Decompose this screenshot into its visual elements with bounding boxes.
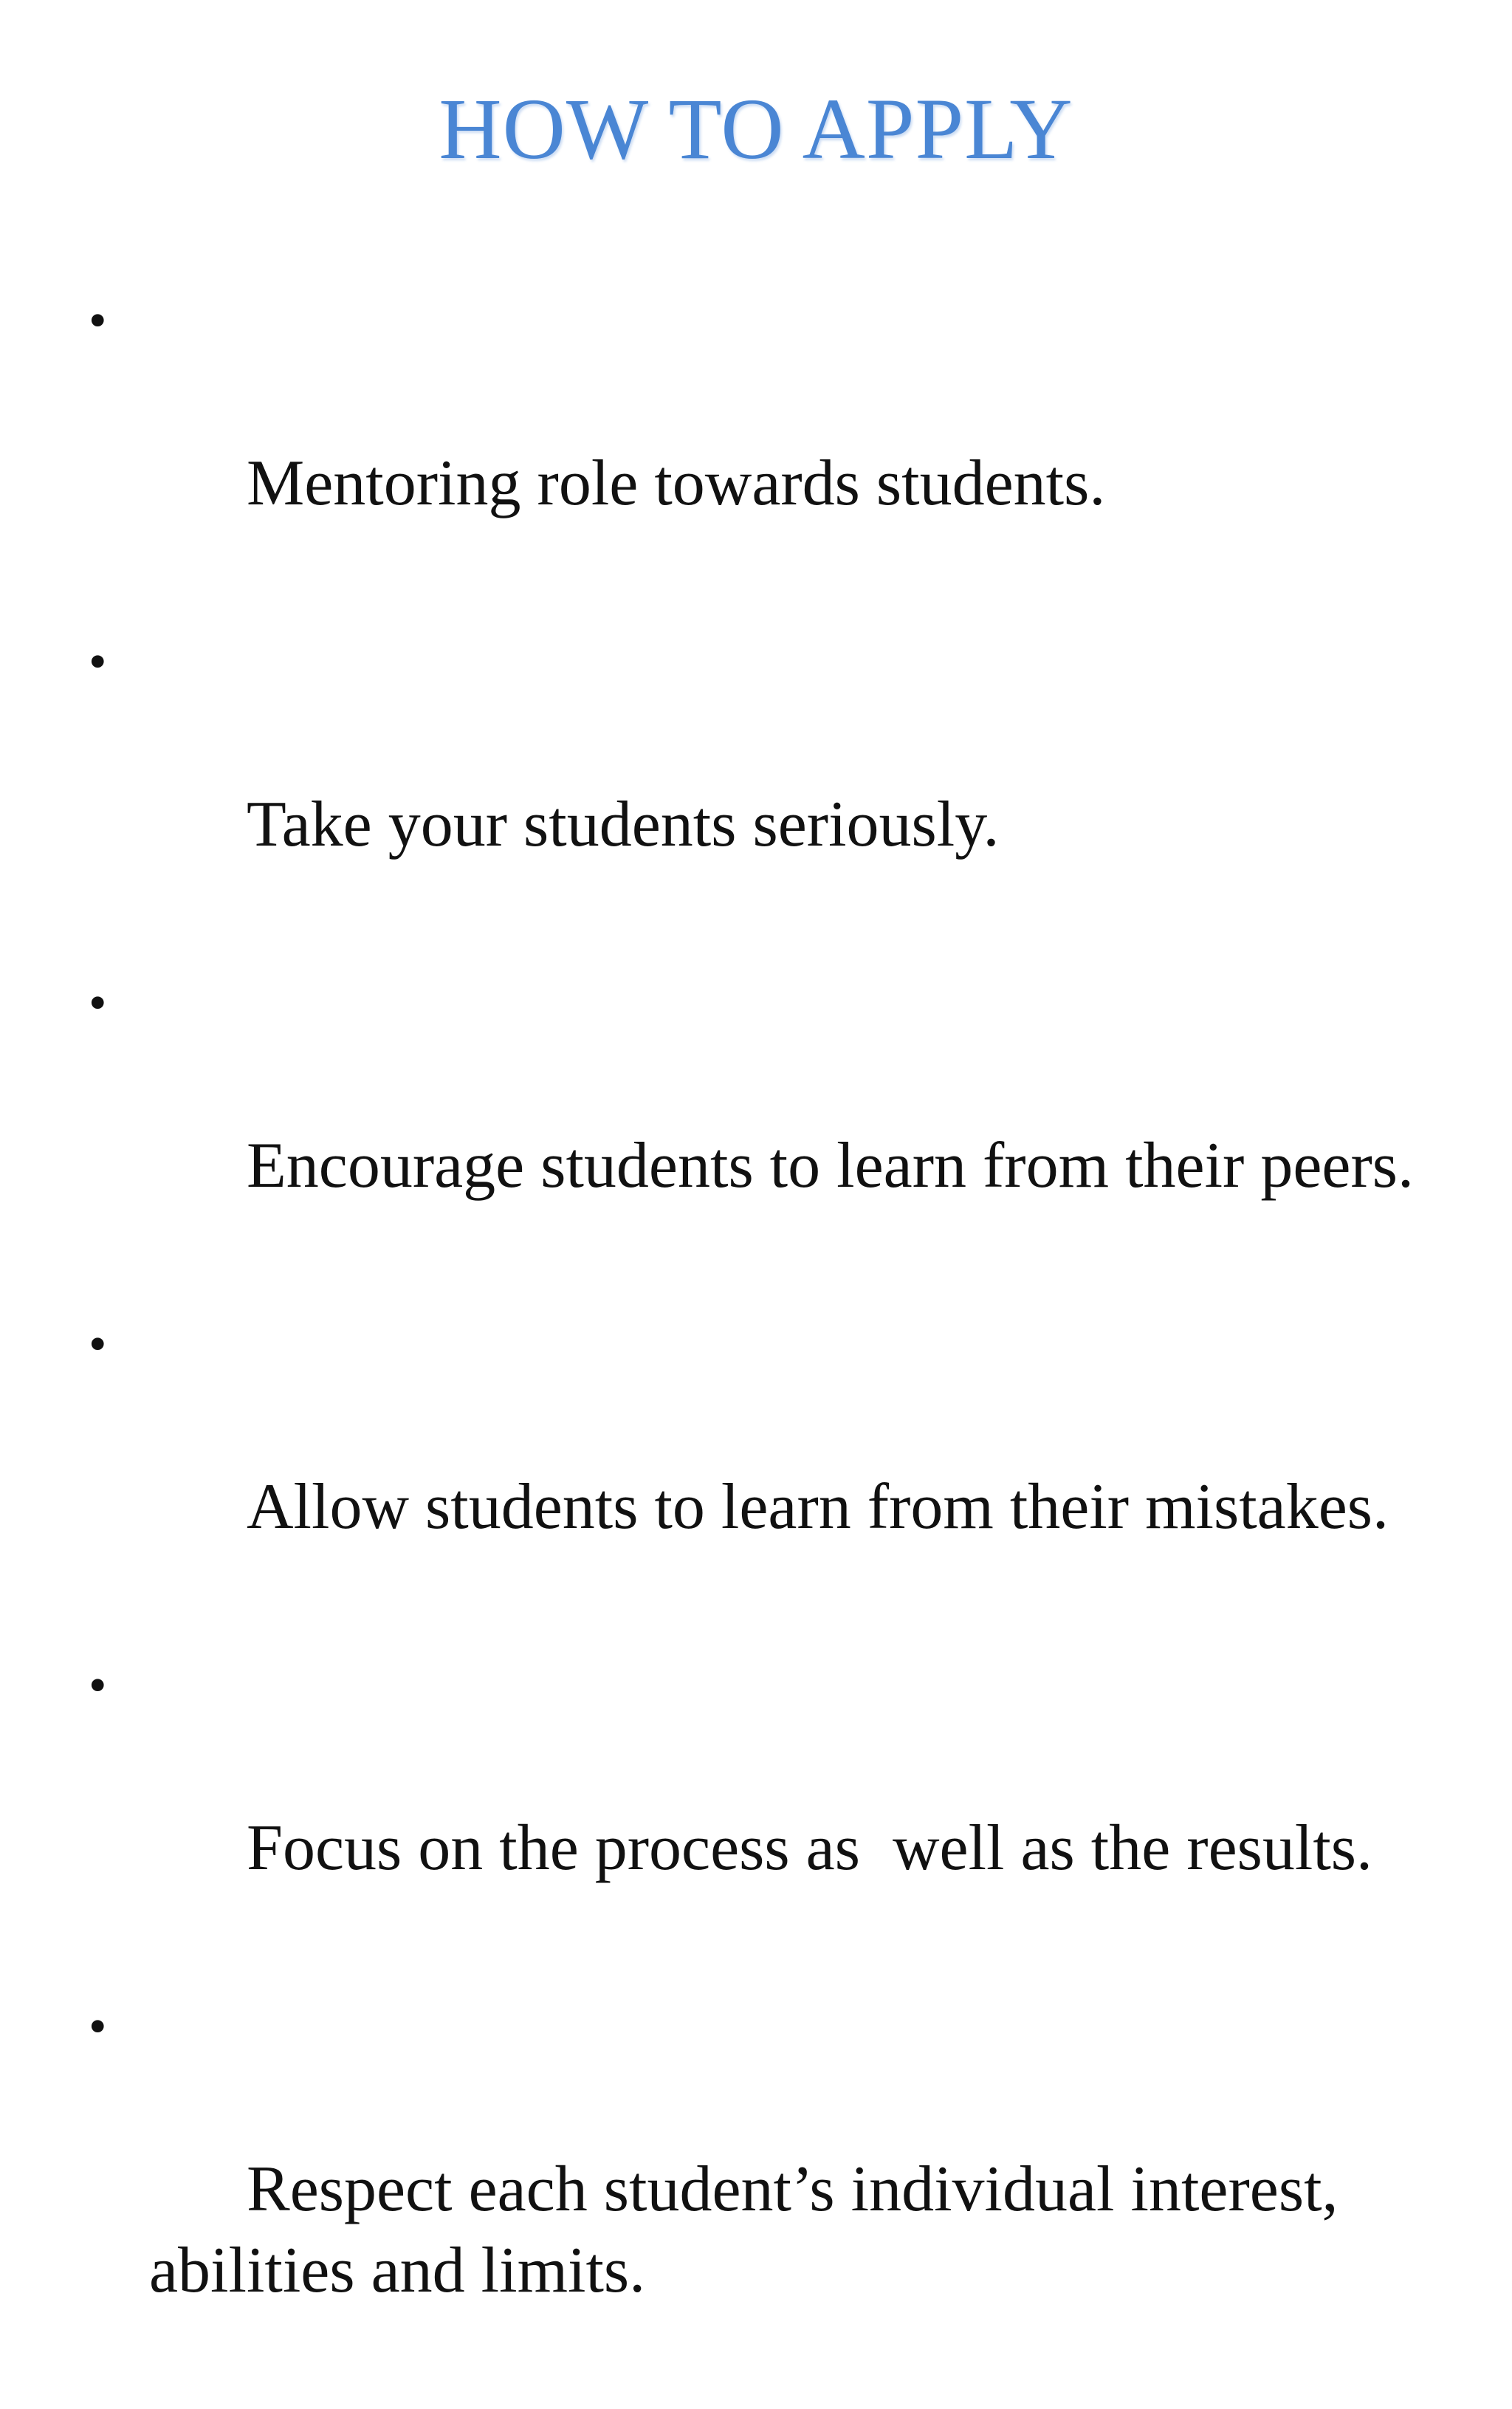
bullet-dot-icon: •: [89, 1998, 107, 2055]
bullet-item: [89, 622, 1462, 947]
bullet-item: [89, 963, 1462, 1288]
bullet-list: [89, 281, 1462, 2409]
bullet-dot-icon: •: [89, 634, 107, 691]
bullet-dot-icon: •: [89, 1657, 107, 1714]
bullet-text: Encourage students to learn from their peers.: [247, 1130, 1414, 1202]
bullet-text: Respect each student’s individual interest, abilities and limits.: [149, 2153, 1355, 2306]
bullet-dot-icon: •: [89, 975, 107, 1032]
bullet-text: Focus on the process as well as the results.: [247, 1812, 1373, 1884]
bullet-text: Allow students to learn from their mistakes.: [247, 1471, 1389, 1543]
bullet-dot-icon: •: [89, 1316, 107, 1373]
bullet-item: [89, 281, 1462, 606]
bullet-item: [89, 1645, 1462, 1970]
bullet-text: Take your students seriously.: [247, 789, 1000, 860]
bullet-item: [89, 1304, 1462, 1629]
bullet-dot-icon: •: [89, 292, 107, 349]
slide-title: HOW TO APPLY: [439, 80, 1073, 177]
bullet-item: [89, 1987, 1462, 2393]
bullet-text: Mentoring role towards students.: [247, 448, 1106, 519]
